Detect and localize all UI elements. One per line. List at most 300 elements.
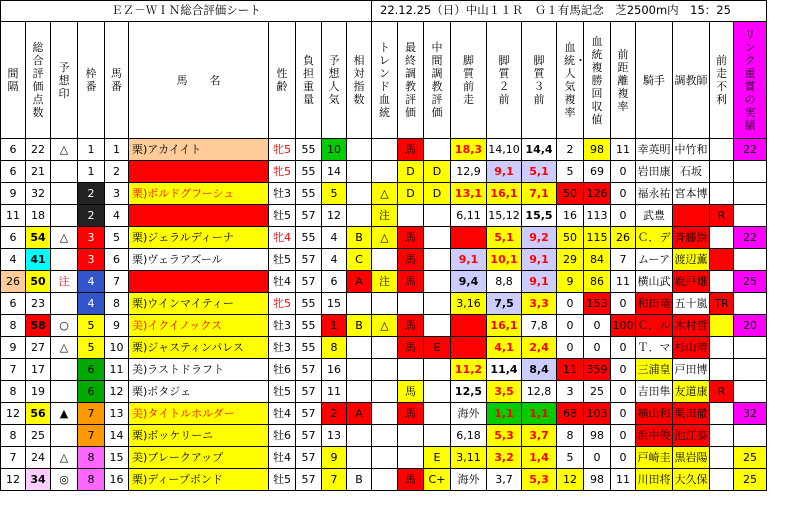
cell: 14,10 — [487, 139, 522, 161]
cell — [372, 161, 398, 183]
cell: 5,3 — [487, 425, 522, 447]
cell: 26 — [611, 227, 636, 249]
cell: 86 — [584, 271, 611, 293]
cell: 0 — [584, 315, 611, 337]
cell — [51, 293, 78, 315]
cell: 3,7 — [522, 425, 557, 447]
cell: 横山武 — [636, 271, 673, 293]
cell: 5,1 — [522, 161, 557, 183]
cell: 栗)ジェラルディーナ — [129, 227, 269, 249]
cell: 栗)アカイイト — [129, 139, 269, 161]
cell: 吉田隼 — [636, 381, 673, 403]
cell: 6 — [78, 381, 105, 403]
cell: B — [347, 227, 372, 249]
cell: 3 — [105, 183, 129, 205]
cell: Ｃ．デ — [636, 227, 673, 249]
cell: 14 — [322, 161, 347, 183]
cell: 横山和 — [636, 403, 673, 425]
cell: 5 — [78, 315, 105, 337]
header-cell: 負担重量 — [296, 22, 322, 139]
cell: 0 — [584, 447, 611, 469]
cell: 11 — [105, 359, 129, 381]
cell: C+ — [424, 469, 451, 491]
cell — [424, 205, 451, 227]
horse-row — [1, 381, 767, 403]
cell: 57 — [296, 249, 322, 271]
horse-row — [1, 315, 767, 337]
cell: 7 — [78, 403, 105, 425]
cell: 18,3 — [451, 139, 487, 161]
cell: 23 — [26, 293, 51, 315]
cell: 7,1 — [522, 183, 557, 205]
cell: 7 — [1, 359, 26, 381]
cell: R — [710, 381, 734, 403]
horse-row — [1, 469, 767, 491]
cell: 54 — [26, 227, 51, 249]
cell: 0 — [611, 447, 636, 469]
header-cell: 前走不利 — [710, 22, 734, 139]
cell — [51, 359, 78, 381]
cell: 幸英明 — [636, 139, 673, 161]
cell: 7 — [611, 249, 636, 271]
cell: 55 — [296, 315, 322, 337]
header-cell: リンク重賞の実績 — [734, 22, 767, 139]
cell — [734, 183, 767, 205]
cell: 9,1 — [522, 271, 557, 293]
cell: 57 — [296, 447, 322, 469]
cell: 7 — [1, 447, 26, 469]
cell — [710, 271, 734, 293]
cell: 4 — [1, 249, 26, 271]
cell: 8 — [78, 469, 105, 491]
cell: 鹿戸雄 — [673, 271, 710, 293]
cell: 栗田徹 — [673, 403, 710, 425]
cell: 2 — [557, 139, 584, 161]
cell: 12,5 — [451, 381, 487, 403]
cell: 153 — [584, 293, 611, 315]
cell: 3,3 — [522, 293, 557, 315]
cell: 牝5 — [269, 139, 296, 161]
header-cell: 血統・人気複率 — [557, 22, 584, 139]
cell: 3 — [78, 249, 105, 271]
cell: 8 — [322, 337, 347, 359]
cell: 22 — [734, 227, 767, 249]
cell: 宮本博 — [673, 183, 710, 205]
cell: 斉藤崇 — [673, 227, 710, 249]
cell: 10 — [322, 139, 347, 161]
cell: 9,1 — [522, 249, 557, 271]
cell: 7 — [78, 425, 105, 447]
cell: 5,3 — [522, 469, 557, 491]
cell: 20 — [734, 315, 767, 337]
cell: 100 — [611, 315, 636, 337]
cell: 26 — [1, 271, 26, 293]
cell: 8,8 — [487, 271, 522, 293]
cell: 馬 — [398, 337, 424, 359]
cell — [372, 337, 398, 359]
cell: 0 — [611, 381, 636, 403]
cell: 9,2 — [522, 227, 557, 249]
cell — [347, 183, 372, 205]
cell: 美)タイトルホルダー — [129, 403, 269, 425]
cell: 7,8 — [522, 315, 557, 337]
cell: 栗)ジャスティンパレス — [129, 337, 269, 359]
cell — [347, 161, 372, 183]
cell: 25 — [584, 381, 611, 403]
cell: 石坂 — [673, 161, 710, 183]
cell: 25 — [734, 271, 767, 293]
cell: 海外 — [451, 403, 487, 425]
cell: 牡3 — [269, 337, 296, 359]
cell: 32 — [734, 403, 767, 425]
horse-row — [1, 183, 767, 205]
cell: 11 — [322, 381, 347, 403]
horse-row — [1, 227, 767, 249]
cell — [424, 293, 451, 315]
cell: 11 — [557, 359, 584, 381]
cell — [734, 249, 767, 271]
cell — [734, 205, 767, 227]
cell: 5 — [78, 337, 105, 359]
cell: 10 — [105, 337, 129, 359]
cell: 中竹和 — [673, 139, 710, 161]
cell: 68 — [557, 403, 584, 425]
cell — [734, 359, 767, 381]
cell — [398, 359, 424, 381]
cell — [347, 425, 372, 447]
cell: 57 — [296, 403, 322, 425]
cell: 牡6 — [269, 425, 296, 447]
cell: 115 — [584, 227, 611, 249]
header-cell: 馬番 — [105, 22, 129, 139]
cell — [372, 469, 398, 491]
cell — [372, 359, 398, 381]
cell: 三浦皇 — [636, 359, 673, 381]
cell: 川田将 — [636, 469, 673, 491]
horse-row — [1, 249, 767, 271]
horse-row — [1, 403, 767, 425]
cell: 注 — [51, 271, 78, 293]
cell: 9,4 — [451, 271, 487, 293]
cell: 0 — [557, 315, 584, 337]
cell: 栗)ボッケリーニ — [129, 425, 269, 447]
cell: 15 — [105, 447, 129, 469]
cell — [424, 359, 451, 381]
cell: 0 — [611, 425, 636, 447]
cell: 69 — [584, 161, 611, 183]
horse-row — [1, 359, 767, 381]
cell: A — [347, 271, 372, 293]
cell: 0 — [611, 161, 636, 183]
cell: 9 — [1, 337, 26, 359]
cell: 6 — [105, 249, 129, 271]
cell: 美)ラストドラフト — [129, 359, 269, 381]
cell: 栗)ボルドグフーシュ — [129, 183, 269, 205]
cell: 3,11 — [451, 447, 487, 469]
cell: 57 — [296, 205, 322, 227]
cell — [347, 139, 372, 161]
cell: 6 — [1, 139, 26, 161]
cell: 馬 — [398, 381, 424, 403]
cell: 5,1 — [487, 227, 522, 249]
header-row — [1, 22, 767, 139]
cell: 牡4 — [269, 447, 296, 469]
cell: B — [347, 469, 372, 491]
cell — [347, 337, 372, 359]
cell: 29 — [557, 249, 584, 271]
sheet-title: ＥＺ－ＷＩＮ総合評価シート — [1, 1, 372, 22]
cell: 0 — [584, 337, 611, 359]
cell: 8 — [78, 447, 105, 469]
horse-rows — [1, 139, 767, 491]
cell: TR — [710, 293, 734, 315]
cell: E — [424, 447, 451, 469]
cell: 0 — [557, 293, 584, 315]
cell: 戸田博 — [673, 359, 710, 381]
cell: 0 — [611, 403, 636, 425]
cell — [424, 249, 451, 271]
cell — [710, 161, 734, 183]
cell — [710, 183, 734, 205]
cell: ◎ — [51, 469, 78, 491]
cell: 11 — [1, 205, 26, 227]
cell: 98 — [584, 469, 611, 491]
cell: 牡5 — [269, 469, 296, 491]
cell: △ — [51, 337, 78, 359]
cell: 1,1 — [487, 403, 522, 425]
cell: 美)ブレークアップ — [129, 447, 269, 469]
cell — [424, 403, 451, 425]
cell — [398, 293, 424, 315]
cell: 牡6 — [269, 359, 296, 381]
cell: 11 — [611, 271, 636, 293]
cell: Ｃ．ル — [636, 315, 673, 337]
cell: 56 — [26, 403, 51, 425]
cell: 16 — [322, 359, 347, 381]
cell: 4 — [78, 271, 105, 293]
cell: △ — [372, 227, 398, 249]
header-cell: 血統複勝回収値 — [584, 22, 611, 139]
cell: △ — [372, 183, 398, 205]
cell — [398, 205, 424, 227]
cell: 0 — [557, 337, 584, 359]
cell — [424, 139, 451, 161]
cell: 10,1 — [487, 249, 522, 271]
cell: 34 — [26, 469, 51, 491]
cell: R — [710, 205, 734, 227]
cell: 牡3 — [269, 315, 296, 337]
cell: 11,2 — [451, 359, 487, 381]
cell: 牡5 — [269, 249, 296, 271]
cell: 18 — [26, 205, 51, 227]
cell: 牝4 — [269, 227, 296, 249]
cell: 3,7 — [487, 469, 522, 491]
header-cell: 前距離複率 — [611, 22, 636, 139]
cell: 8 — [1, 381, 26, 403]
cell — [347, 293, 372, 315]
cell: 音無秀 — [673, 205, 710, 227]
horse-row — [1, 293, 767, 315]
cell: 12 — [322, 205, 347, 227]
cell: 50 — [26, 271, 51, 293]
cell: 55 — [296, 139, 322, 161]
cell — [424, 271, 451, 293]
header-cell: 予想印 — [51, 22, 78, 139]
cell: 84 — [584, 249, 611, 271]
cell: 7 — [322, 469, 347, 491]
cell: 7,5 — [487, 293, 522, 315]
cell: 牡3 — [269, 183, 296, 205]
cell: 7 — [105, 271, 129, 293]
cell: 103 — [584, 403, 611, 425]
cell: 牡5 — [269, 205, 296, 227]
cell — [51, 249, 78, 271]
header-cell: 脚質３前 — [522, 22, 557, 139]
cell: 9 — [557, 271, 584, 293]
cell: 15 — [322, 293, 347, 315]
cell: 友道康 — [673, 381, 710, 403]
cell: 2 — [105, 161, 129, 183]
cell — [710, 425, 734, 447]
cell — [710, 469, 734, 491]
cell: 10,1 — [451, 315, 487, 337]
cell: 牝5 — [269, 161, 296, 183]
cell: 11,4 — [487, 359, 522, 381]
cell: 池江泰 — [673, 425, 710, 447]
cell: 12 — [557, 469, 584, 491]
cell: 馬 — [398, 271, 424, 293]
cell: 1 — [322, 315, 347, 337]
cell: 馬 — [398, 249, 424, 271]
cell — [347, 359, 372, 381]
cell: 19 — [26, 381, 51, 403]
cell: 1,1 — [522, 403, 557, 425]
cell: 栗)ヴェラアズール — [129, 249, 269, 271]
cell: 5 — [557, 447, 584, 469]
cell: 0 — [611, 359, 636, 381]
cell: 16,1 — [487, 183, 522, 205]
cell — [398, 447, 424, 469]
cell — [372, 293, 398, 315]
cell: 359 — [584, 359, 611, 381]
cell: 50 — [557, 227, 584, 249]
cell: E — [424, 337, 451, 359]
cell: 牡4 — [269, 271, 296, 293]
cell — [347, 205, 372, 227]
cell: 55 — [296, 161, 322, 183]
cell: 2,4 — [522, 337, 557, 359]
cell: 馬 — [398, 227, 424, 249]
cell: 岩田康 — [636, 161, 673, 183]
cell: 栗)ポタジェ — [129, 381, 269, 403]
cell: 栗)ウインマイティー — [129, 293, 269, 315]
cell: 3 — [557, 381, 584, 403]
cell: 57 — [296, 469, 322, 491]
cell: 0 — [611, 183, 636, 205]
cell — [710, 359, 734, 381]
horse-row — [1, 447, 767, 469]
cell: D — [398, 183, 424, 205]
cell — [710, 403, 734, 425]
cell: 12,9 — [451, 161, 487, 183]
cell: 57 — [296, 425, 322, 447]
cell: 3,16 — [451, 293, 487, 315]
cell: 126 — [584, 183, 611, 205]
cell: 2 — [78, 205, 105, 227]
cell: 1 — [78, 161, 105, 183]
cell — [710, 447, 734, 469]
cell: 牡4 — [269, 403, 296, 425]
cell: △ — [51, 139, 78, 161]
header-cell: 予想人気 — [322, 22, 347, 139]
cell: 福永祐 — [636, 183, 673, 205]
cell: 21 — [26, 161, 51, 183]
cell: 黒岩陽 — [673, 447, 710, 469]
cell: 4 — [322, 249, 347, 271]
cell: △ — [51, 447, 78, 469]
cell — [372, 139, 398, 161]
cell: 27 — [26, 337, 51, 359]
cell: D — [424, 183, 451, 205]
cell — [398, 425, 424, 447]
cell: 13 — [105, 403, 129, 425]
cell: 牝5 — [269, 293, 296, 315]
cell — [372, 403, 398, 425]
cell: △ — [51, 227, 78, 249]
header-cell: 間隔 — [1, 22, 26, 139]
cell: 11 — [611, 469, 636, 491]
cell: 3,5 — [487, 381, 522, 403]
cell: 5 — [105, 227, 129, 249]
cell: 3,2 — [487, 447, 522, 469]
cell: 22 — [26, 139, 51, 161]
cell: 0 — [611, 337, 636, 359]
cell: 6 — [1, 293, 26, 315]
cell: 8 — [1, 425, 26, 447]
cell — [51, 381, 78, 403]
cell: 24 — [26, 447, 51, 469]
cell: 8,4 — [522, 359, 557, 381]
cell: 大久保 — [673, 469, 710, 491]
cell: 12,1 — [451, 227, 487, 249]
cell: 6 — [78, 359, 105, 381]
horse-row — [1, 271, 767, 293]
cell: 5 — [322, 183, 347, 205]
cell — [372, 381, 398, 403]
cell: 9 — [322, 447, 347, 469]
title-row — [1, 1, 767, 22]
cell: 注 — [372, 271, 398, 293]
cell: 57 — [296, 359, 322, 381]
cell: 9 — [105, 315, 129, 337]
header-cell: 中間調教評価 — [424, 22, 451, 139]
cell: 16 — [557, 205, 584, 227]
cell: 2 — [78, 183, 105, 205]
cell — [424, 315, 451, 337]
cell: 55 — [296, 337, 322, 359]
cell: 9 — [1, 183, 26, 205]
cell: 戸崎圭 — [636, 447, 673, 469]
race-info: 22.12.25（日）中山１１Ｒ Ｇ１有馬記念 芝2500m内 15：25 — [372, 1, 767, 22]
cell — [734, 293, 767, 315]
cell: 22 — [734, 139, 767, 161]
header-cell: トレンド血統 — [372, 22, 398, 139]
cell: 2 — [322, 403, 347, 425]
header-cell: 馬 名 — [129, 22, 269, 139]
cell: 25 — [26, 425, 51, 447]
cell: 3 — [78, 227, 105, 249]
cell: 五十嵐 — [673, 293, 710, 315]
